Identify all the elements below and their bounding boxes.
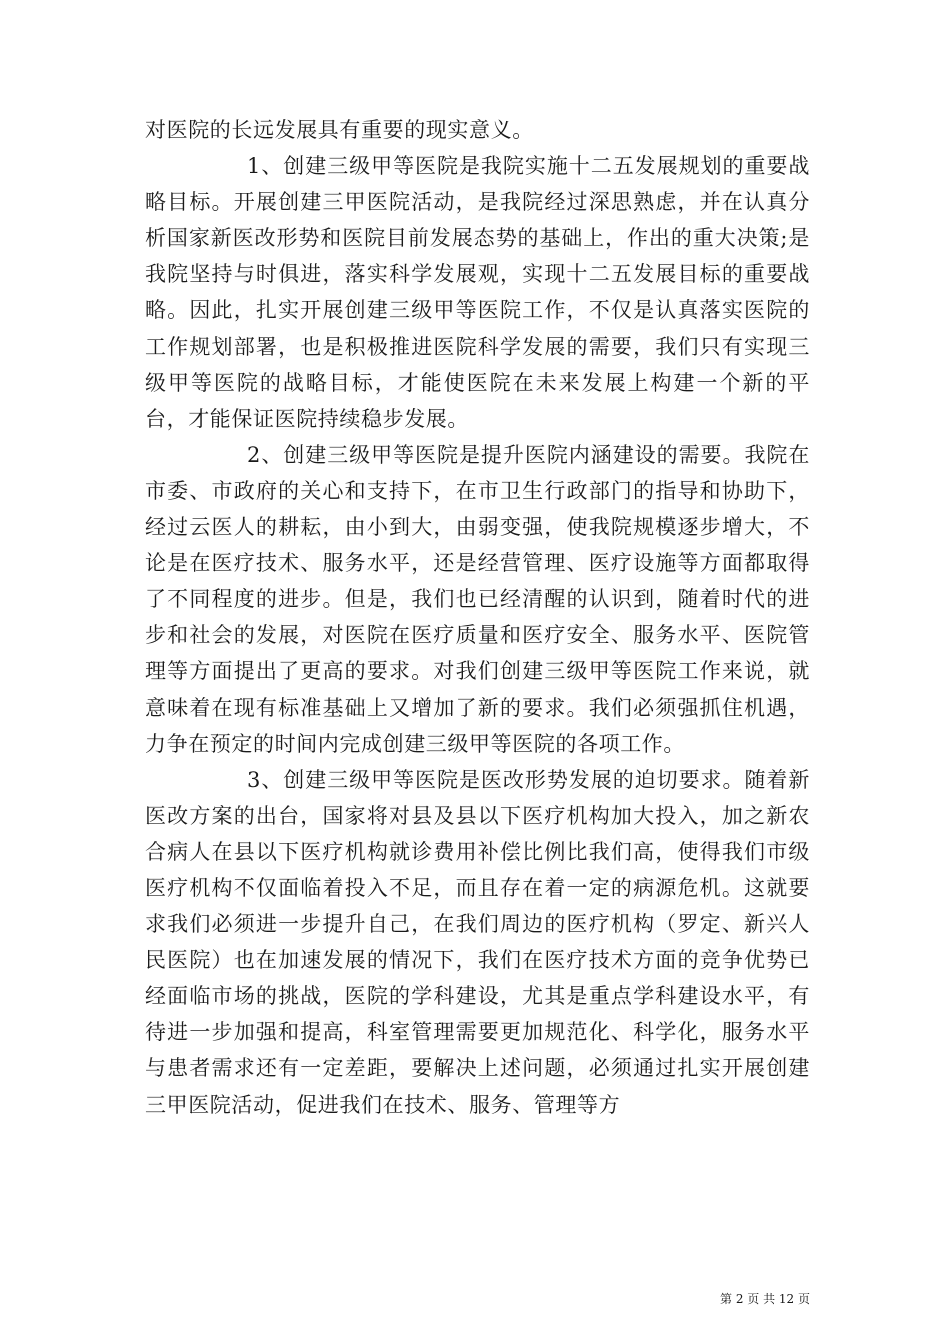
paragraph-point-3: 3、创建三级甲等医院是医改形势发展的迫切要求。随着新医改方案的出台，国家将对县及县以下医疗机构加大投入，加之新农合病人在县以下医疗机构就诊费用补偿比例比我们高，使得我们市级医疗机构不仅面临着投入不足，而且存在着一定的病源危机。这就要求我们必须进一步提升自己，在我们周边的医疗机构（罗定、新兴人民医院）也在加速发展的情况下，我们在医疗技术方面的竞争优势已经面临市场的挑战，医院的学科建设，尤其是重点学科建设水平，有待进一步加强和提高，科室管理需要更加规范化、科学化，服务水平与患者需求还有一定差距，要解决上述问题，必须通过扎实开展创建三甲医院活动，促进我们在技术、服务、管理等方	[145, 767, 810, 1117]
paragraph-continuation: 对医院的长远发展具有重要的现实意义。	[145, 118, 534, 142]
page-number-footer: 第 2 页 共 12 页	[720, 1292, 810, 1306]
document-body	[145, 112, 810, 1123]
paragraph-point-2: 2、创建三级甲等医院是提升医院内涵建设的需要。我院在市委、市政府的关心和支持下，在市卫生行政部门的指导和协助下，经过云医人的耕耘，由小到大，由弱变强，使我院规模逐步增大，不论是在医疗技术、服务水平，还是经营管理、医疗设施等方面都取得了不同程度的进步。但是，我们也已经清醒的认识到，随着时代的进步和社会的发展，对医院在医疗质量和医疗安全、服务水平、医院管理等方面提出了更高的要求。对我们创建三级甲等医院工作来说，就意味着在现有标准基础上又增加了新的要求。我们必须强抓住机遇，力争在预定的时间内完成创建三级甲等医院的各项工作。	[145, 442, 810, 756]
paragraph-point-1: 1、创建三级甲等医院是我院实施十二五发展规划的重要战略目标。开展创建三甲医院活动，是我院经过深思熟虑，并在认真分析国家新医改形势和医院目前发展态势的基础上，作出的重大决策;是我院坚持与时俱进，落实科学发展观，实现十二五发展目标的重要战略。因此，扎实开展创建三级甲等医院工作，不仅是认真落实医院的工作规划部署，也是积极推进医院科学发展的需要，我们只有实现三级甲等医院的战略目标，才能使医院在未来发展上构建一个新的平台，才能保证医院持续稳步发展。	[145, 154, 810, 431]
